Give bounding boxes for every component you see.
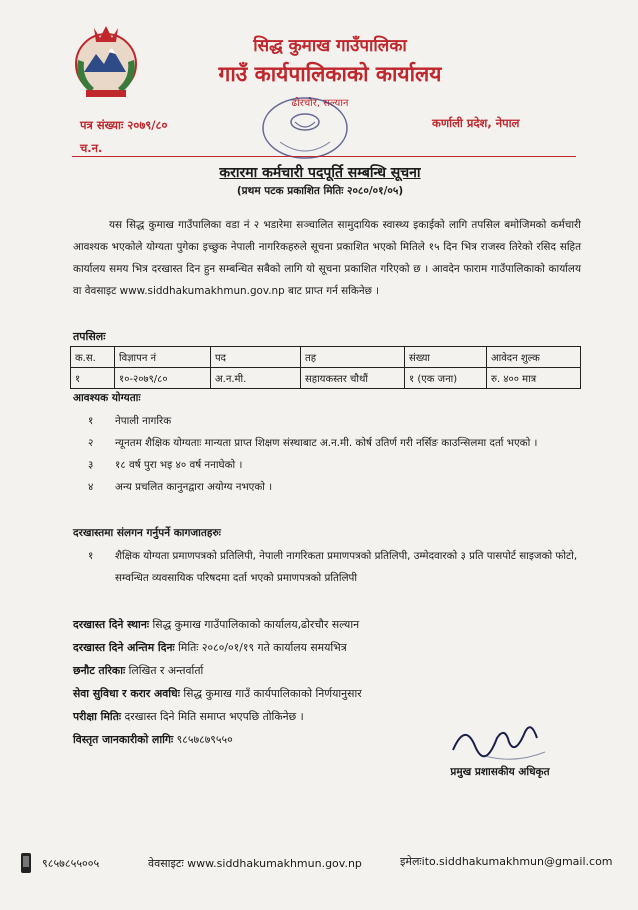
publication-date: (प्रथम पटक प्रकाशित मितिः २०८०/०१/०५) bbox=[236, 185, 404, 197]
footer-website: वेवसाइटः www.siddhakumakhmun.gov.np bbox=[148, 857, 362, 870]
item-text: १८ वर्ष पुरा भइ ४० वर्ष ननाघेको । bbox=[115, 459, 243, 471]
notice-body: यस सिद्ध कुमाख गाउँपालिका वडा नं २ भडारेमा सञ्चालित सामुदायिक स्वास्थ्य इकाईको लागि तपसिल बमोजिमको कर्मचारी आवश्यक भएकोले योग्यता पुगेका इच्छुक नेपाली नागरिकहरुले सूचना प्रकाशित भएको मितिले १५ दिन भित्र राजस्व तिरेको रसिद सहित कार्यालय समय भित्र दरखास्त दिन हुन सम्बन्धित सबैको लागि यो सूचना प्रकाशित गरिएको छ । आवदेन फाराम गाउँपालिकाको कार्यालय वा वेवसाइट www.siddhakumakhmun.gov.np बाट प्राप्त गर्न सकिनेछ । bbox=[73, 219, 581, 297]
item-number: २ bbox=[88, 437, 94, 449]
list-item bbox=[80, 432, 580, 454]
item-text: नेपाली नागरिक bbox=[115, 415, 172, 427]
table-cell: रु. ४०० मात्र bbox=[487, 368, 581, 389]
info-value: दरखास्त दिने मिति समाप्त भएपछि तोकिनेछ । bbox=[124, 710, 304, 723]
notice-title: करारमा कर्मचारी पदपूर्ति सम्बन्धि सूचना bbox=[219, 165, 421, 181]
phone-icon bbox=[18, 852, 34, 874]
table-cell: १ bbox=[71, 368, 115, 389]
application-deadline bbox=[73, 640, 347, 655]
info-value: सिद्ध कुमाख गाउँ कार्यपालिकाको निर्णयानुसार bbox=[183, 687, 362, 700]
footer bbox=[0, 850, 638, 880]
letter-number: पत्र संख्याः २०७९/८० bbox=[80, 118, 168, 132]
selection-method bbox=[73, 663, 203, 678]
header-divider bbox=[72, 156, 576, 157]
table-header-cell: पद bbox=[211, 347, 301, 368]
item-number: ३ bbox=[88, 459, 94, 471]
item-number: ४ bbox=[88, 481, 94, 493]
table-header-row bbox=[71, 347, 581, 368]
table-cell: १०-२०७९/८० bbox=[115, 368, 211, 389]
info-label: विस्तृत जानकारीको लागिः bbox=[73, 733, 174, 746]
info-label: छनौट तरिकाः bbox=[73, 664, 126, 677]
item-text: अन्य प्रचलित कानुनद्वारा अयोग्य नभएको । bbox=[115, 481, 273, 493]
table-cell: अ.न.मी. bbox=[211, 368, 301, 389]
info-label: दरखास्त दिने स्थानः bbox=[73, 618, 150, 631]
info-value: सिद्ध कुमाख गाउँपालिकाको कार्यालय,ढोरचौर सल्यान bbox=[152, 618, 360, 631]
documents-list bbox=[80, 545, 580, 589]
signature-icon bbox=[445, 712, 555, 772]
table-row bbox=[71, 368, 581, 389]
table-header-cell: संख्या bbox=[405, 347, 487, 368]
office-subtitle: गाउँ कार्यपालिकाको कार्यालय bbox=[218, 62, 442, 86]
table-header-cell: तह bbox=[301, 347, 405, 368]
application-place bbox=[73, 617, 359, 632]
table-header-cell: आवेदन शुल्क bbox=[487, 347, 581, 368]
office-district: ढोरचौर, सल्यान bbox=[291, 98, 349, 109]
qualifications-list bbox=[80, 410, 580, 498]
signatory-title: प्रमुख प्रशासकीय अधिकृत bbox=[450, 766, 550, 778]
list-item bbox=[80, 476, 580, 498]
province: कर्णाली प्रदेश, नेपाल bbox=[432, 116, 520, 130]
vacancy-table bbox=[70, 346, 581, 389]
item-text: न्यूनतम शैक्षिक योग्यताः मान्यता प्राप्त शिक्षण संस्थाबाट अ.न.मी. कोर्ष उतिर्ण गरी नर्सिङ काउन्सिलमा दर्ता भएको । bbox=[115, 437, 538, 449]
list-item bbox=[80, 454, 580, 476]
info-label: परीक्षा मितिः bbox=[73, 710, 122, 723]
footer-phone: ९८५७८५५००५ bbox=[42, 857, 100, 870]
info-label: दरखास्त दिने अन्तिम दिनः bbox=[73, 641, 175, 654]
dispatch-number: च.न. bbox=[80, 141, 103, 155]
item-number: १ bbox=[88, 550, 94, 562]
table-cell: १ (एक जना) bbox=[405, 368, 487, 389]
info-value: मितिः २०८०/०१/१९ गते कार्यालय समयभित्र bbox=[178, 641, 347, 654]
table-cell: सहायकस्तर चौथौं bbox=[301, 368, 405, 389]
documents-label: दरखास्तमा संलगन गर्नुपर्ने कागजातहरुः bbox=[73, 527, 221, 539]
table-header-cell: विज्ञापन नं bbox=[115, 347, 211, 368]
qualifications-label: आवश्यक योग्यताः bbox=[73, 392, 141, 404]
info-value: ९८५७८७९५५० bbox=[176, 733, 233, 746]
list-item bbox=[80, 410, 580, 432]
item-text: शैक्षिक योग्यता प्रमाणपत्रको प्रतिलिपी, नेपाली नागरिकता प्रमाणपत्रको प्रतिलिपी, उम्मेदवारको ३ प्रति पासपोर्ट साइजको फोटो, सम्वन्धित व्यवसायिक परिषदमा दर्ता भएको प्रमाणपत्रको प्रतिलिपी bbox=[115, 550, 578, 584]
exam-date bbox=[73, 709, 304, 724]
item-number: १ bbox=[88, 415, 94, 427]
footer-email: इमेलःito.siddhakumakhmun@gmail.com bbox=[400, 855, 613, 868]
contact-info bbox=[73, 732, 233, 747]
table-header-cell: क.स. bbox=[71, 347, 115, 368]
service-terms bbox=[73, 686, 362, 701]
office-name: सिद्ध कुमाख गाउँपालिका bbox=[253, 36, 407, 56]
nepal-emblem-icon bbox=[64, 20, 148, 104]
list-item bbox=[80, 545, 580, 589]
details-label: तपसिलः bbox=[73, 330, 106, 343]
info-label: सेवा सुविधा र करार अवधिः bbox=[73, 687, 180, 700]
info-value: लिखित र अन्तर्वार्ता bbox=[128, 664, 204, 677]
